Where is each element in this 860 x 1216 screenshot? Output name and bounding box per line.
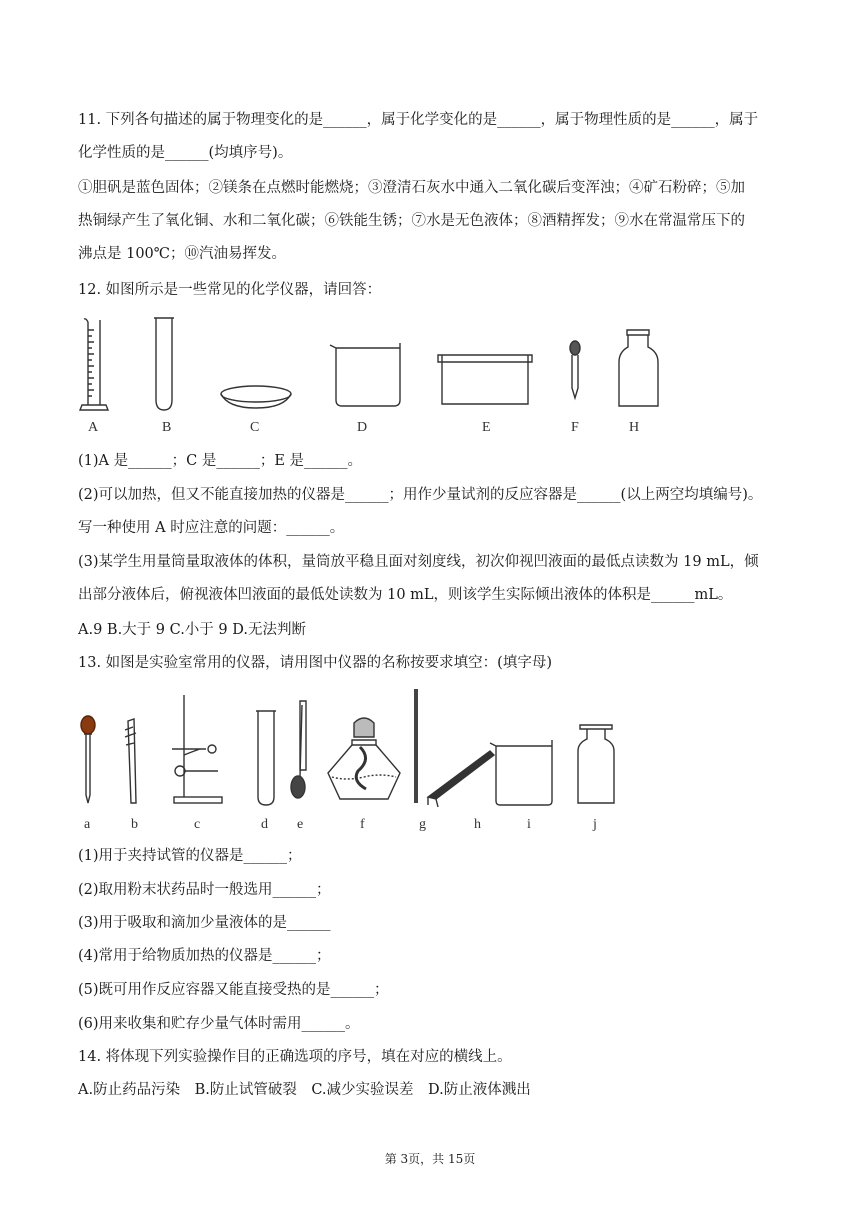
q13-label-c: c bbox=[194, 817, 201, 832]
q13-instruments-figure bbox=[76, 685, 636, 810]
evaporating-dish-icon bbox=[221, 386, 291, 408]
q12-label-H: H bbox=[629, 420, 640, 435]
test-tube-holder-icon bbox=[125, 719, 136, 803]
medicine-spoon-icon bbox=[291, 701, 306, 798]
q13-label-h: h bbox=[474, 817, 481, 832]
q13-label-a: a bbox=[84, 817, 91, 832]
q12-label-B: B bbox=[162, 420, 172, 435]
beaker-icon-2 bbox=[490, 740, 552, 805]
q13-part-3: (3)用于吸取和滴加少量液体的是______ bbox=[78, 915, 331, 931]
q14-options: A.防止药品污染 B.防止试管破裂 C.减少实验误差 D.防止液体溅出 bbox=[78, 1082, 531, 1098]
q11-line-2: 化学性质的是______(均填序号)。 bbox=[78, 145, 293, 161]
beaker-icon bbox=[330, 343, 400, 406]
q14-stem: 14. 将体现下列实验操作目的正确选项的序号，填在对应的横线上。 bbox=[78, 1049, 512, 1065]
q13-part-6: (6)用来收集和贮存少量气体时需用______。 bbox=[78, 1016, 360, 1032]
test-tube-icon bbox=[154, 318, 174, 410]
q13-label-f: f bbox=[360, 817, 365, 832]
q13-label-i: i bbox=[527, 817, 531, 832]
q11-line-1: 11. 下列各句描述的属于物理变化的是______，属于化学变化的是______，属于物理性质的是______，属于 bbox=[78, 112, 759, 128]
rubber-dropper-icon bbox=[81, 716, 95, 803]
q13-label-g: g bbox=[419, 817, 426, 832]
q11-line-3: ①胆矾是蓝色固体；②镁条在点燃时能燃烧；③澄清石灰水中通入二氧化碳后变浑浊；④矿石粉碎；⑤加 bbox=[78, 180, 745, 196]
iron-stand-icon bbox=[172, 695, 222, 803]
q12-label-F: F bbox=[571, 420, 579, 435]
q13-stem: 13. 如图是实验室常用的仪器，请用图中仪器的名称按要求填空：(填字母) bbox=[78, 655, 552, 671]
q13-part-4: (4)常用于给物质加热的仪器是______； bbox=[78, 948, 331, 964]
gas-collecting-bottle-icon bbox=[578, 725, 614, 803]
q12-part-3a: (3)某学生用量筒量取液体的体积，量筒放平稳且面对刻度线，初次仰视凹液面的最低点读数为 19 mL，倾 bbox=[78, 554, 759, 570]
q12-label-E: E bbox=[482, 420, 491, 435]
q13-label-j: j bbox=[593, 817, 597, 832]
reagent-bottle-icon bbox=[619, 330, 658, 406]
q13-label-e: e bbox=[297, 817, 304, 832]
q11-line-5: 沸点是 100℃；⑩汽油易挥发。 bbox=[78, 246, 287, 262]
q13-part-2: (2)取用粉末状药品时一般选用______； bbox=[78, 882, 331, 898]
q12-label-D: D bbox=[357, 420, 368, 435]
page-footer: 第 3页，共 15页 bbox=[384, 1152, 476, 1166]
test-tube-icon-2 bbox=[256, 711, 276, 805]
q13-label-b: b bbox=[131, 817, 138, 832]
q12-stem: 12. 如图所示是一些常见的化学仪器，请回答： bbox=[78, 282, 382, 298]
q12-part-2a: (2)可以加热，但又不能直接加热的仪器是______；用作少量试剂的反应容器是______(以上两空均填编号)。 bbox=[78, 487, 763, 503]
q12-label-C: C bbox=[250, 420, 260, 435]
q11-line-4: 热铜绿产生了氧化铜、水和二氧化碳；⑥铁能生锈；⑦水是无色液体；⑧酒精挥发；⑨水在常温常压下的 bbox=[78, 213, 745, 229]
glass-trough-icon bbox=[438, 355, 532, 404]
q12-label-A: A bbox=[88, 420, 99, 435]
q12-part-3b: 出部分液体后，俯视液体凹液面的最低处读数为 10 mL，则该学生实际倾出液体的体积是______mL。 bbox=[78, 587, 733, 603]
alcohol-lamp-icon bbox=[328, 718, 400, 799]
q13-label-d: d bbox=[261, 817, 268, 832]
tweezers-icon bbox=[428, 751, 494, 807]
q13-part-5: (5)既可用作反应容器又能直接受热的是______； bbox=[78, 982, 389, 998]
dropper-icon bbox=[570, 341, 580, 398]
q13-part-1: (1)用于夹持试管的仪器是______； bbox=[78, 848, 302, 864]
graduated-cylinder-icon bbox=[80, 319, 108, 410]
q12-part-2b: 写一种使用 A 时应注意的问题：______。 bbox=[78, 520, 345, 536]
q12-options: A.9 B.大于 9 C.小于 9 D.无法判断 bbox=[78, 622, 306, 638]
q12-part-1: (1)A 是______；C 是______；E 是______。 bbox=[78, 453, 363, 469]
